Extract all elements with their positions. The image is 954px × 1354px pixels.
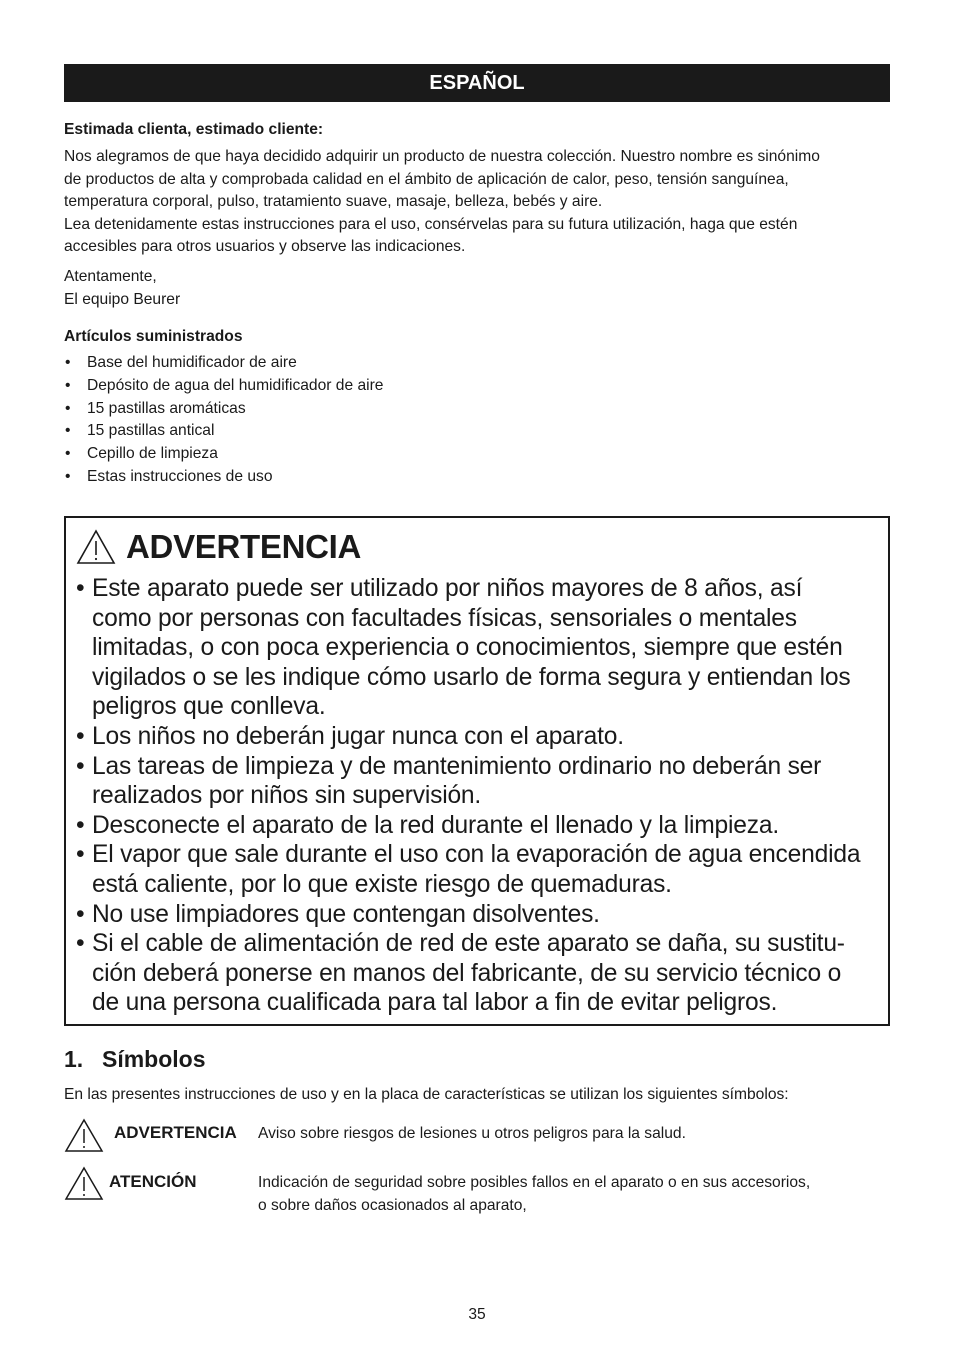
list-item-text: 15 pastillas aromáticas: [87, 399, 246, 417]
warning-line: ción deberá ponerse en manos del fabricante, de su servicio técnico o: [92, 959, 842, 987]
section-title: [64, 1046, 206, 1073]
language-header-bar: [64, 64, 890, 102]
bullet-dot: •: [76, 930, 85, 958]
list-item: [64, 398, 890, 421]
section-title-text: Símbolos: [102, 1046, 206, 1072]
bullet-dot: •: [65, 467, 71, 485]
list-item: [64, 375, 890, 398]
closing: [64, 266, 890, 311]
symbol-desc-line: Indicación de seguridad sobre posibles fallos en el aparato o en sus accesorios,: [258, 1174, 811, 1191]
warning-line: está caliente, por lo que existe riesgo de quemaduras.: [92, 870, 672, 898]
list-item-text: Depósito de agua del humidificador de aire: [87, 376, 384, 394]
warning-box: [64, 516, 890, 1026]
symbols-intro: En las presentes instrucciones de uso y en la placa de características se utilizan los siguientes símbolos:: [64, 1086, 789, 1103]
warning-line: de una persona cualificada para tal labor a fin de evitar peligros.: [92, 989, 778, 1017]
bullet-dot: •: [65, 445, 71, 463]
intro-paragraph: [64, 146, 890, 259]
warning-line: realizados por niños sin supervisión.: [92, 782, 482, 810]
warning-line: No use limpiadores que contengan disolventes.: [92, 900, 600, 928]
bullet-dot: •: [76, 900, 85, 928]
warning-triangle-icon: [64, 1118, 104, 1154]
bullet-dot: •: [76, 811, 85, 839]
warning-line: peligros que conlleva.: [92, 693, 326, 721]
closing-line: Atentamente,: [64, 268, 157, 285]
bullet-dot: •: [65, 376, 71, 394]
list-item: [64, 420, 890, 443]
warning-item: [76, 752, 882, 811]
symbol-label: ATENCIÓN: [109, 1172, 197, 1191]
warning-line: vigilados o se les indique cómo usarlo de forma segura y entiendan los: [92, 663, 851, 691]
warning-item: [76, 722, 882, 752]
warning-item: [76, 574, 882, 722]
list-item-text: 15 pastillas antical: [87, 422, 215, 440]
warning-item: [76, 840, 882, 899]
warning-line: Las tareas de limpieza y de mantenimiento ordinario no deberán ser: [92, 752, 822, 780]
intro-line: Nos alegramos de que haya decidido adquirir un producto de nuestra colección. Nuestro nombre es sinónimo: [64, 148, 820, 165]
supplied-title: Artículos suministrados: [64, 328, 243, 345]
warning-line: limitadas, o con poca experiencia o conocimientos, siempre que estén: [92, 634, 843, 662]
bullet-dot: •: [65, 354, 71, 371]
symbol-desc-line: o sobre daños ocasionados al aparato,: [258, 1196, 527, 1214]
list-item-text: Estas instrucciones de uso: [87, 467, 273, 485]
symbol-description: [258, 1123, 890, 1146]
language-label: ESPAÑOL: [429, 72, 525, 94]
bullet-dot: •: [76, 722, 85, 750]
symbol-desc-line: Aviso sobre riesgos de lesiones u otros peligros para la salud.: [258, 1125, 686, 1142]
bullet-dot: •: [65, 399, 71, 417]
warning-title: ADVERTENCIA: [126, 528, 362, 565]
warning-line: El vapor que sale durante el uso con la evaporación de agua encendida: [92, 841, 861, 869]
list-item: [64, 443, 890, 466]
bullet-dot: •: [76, 841, 85, 869]
bullet-dot: •: [76, 575, 85, 602]
list-item: [64, 352, 890, 375]
warning-line: Los niños no deberán jugar nunca con el aparato.: [92, 722, 624, 750]
intro-line: de productos de alta y comprobada calidad en el ámbito de aplicación de calor, peso, tensión sanguínea,: [64, 170, 789, 188]
page-number: 35: [468, 1306, 486, 1323]
warning-line: como por personas con facultades físicas, sensoriales o mentales: [92, 604, 797, 632]
warning-item: [76, 811, 882, 841]
symbol-entry-warning: [64, 1118, 890, 1154]
supplied-list: [64, 352, 890, 489]
bullet-dot: •: [65, 422, 71, 440]
greeting: Estimada clienta, estimado cliente:: [64, 121, 324, 138]
warning-line: Este aparato puede ser utilizado por niños mayores de 8 años, así: [92, 575, 803, 602]
warning-line: Si el cable de alimentación de red de este aparato se daña, su sustitu-: [92, 930, 845, 958]
intro-line: Lea detenidamente estas instrucciones para el uso, consérvelas para su futura utilización, haga que estén: [64, 215, 798, 233]
intro-line: accesibles para otros usuarios y observe las indicaciones.: [64, 238, 466, 255]
list-item-text: Base del humidificador de aire: [87, 354, 297, 371]
section-number: 1.: [64, 1046, 84, 1072]
closing-line: El equipo Beurer: [64, 290, 181, 308]
intro-line: temperatura corporal, pulso, tratamiento suave, masaje, belleza, bebés y aire.: [64, 193, 603, 210]
warning-item: [76, 929, 882, 1018]
warning-item: [76, 900, 882, 930]
warning-triangle-icon: [76, 528, 116, 566]
list-item: [64, 466, 890, 489]
warning-line: Desconecte el aparato de la red durante el llenado y la limpieza.: [92, 811, 779, 839]
warning-header: [76, 524, 361, 570]
list-item-text: Cepillo de limpieza: [87, 445, 218, 463]
symbol-label: ADVERTENCIA: [114, 1123, 237, 1142]
symbol-description: [258, 1172, 890, 1217]
warning-list: [76, 574, 882, 1018]
bullet-dot: •: [76, 752, 85, 780]
warning-triangle-icon: [64, 1166, 104, 1202]
symbol-entry-attention: [64, 1166, 890, 1222]
